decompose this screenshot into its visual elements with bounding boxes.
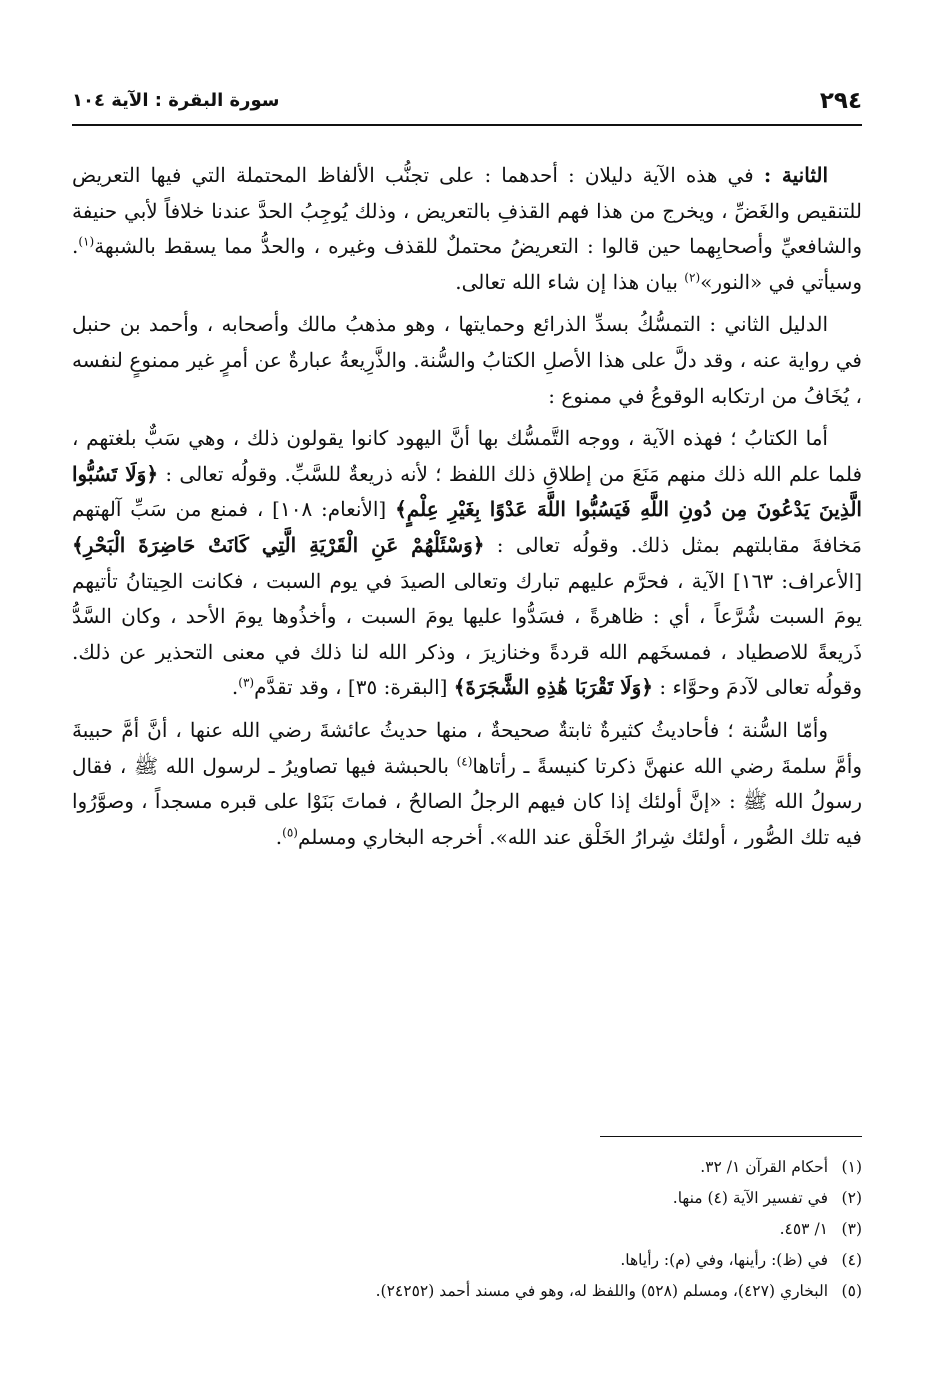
footnote-number: (٣): [841, 1220, 862, 1238]
footnote-reference: (٤): [456, 753, 473, 768]
footnote-reference: (٢): [684, 270, 701, 285]
footnote-divider: [600, 1136, 862, 1137]
footnote-reference: (٣): [238, 675, 255, 690]
paragraph-text: . وسيأتي في «النور»: [72, 234, 862, 294]
footnote-reference: (٥): [282, 825, 298, 840]
page-number: ٢٩٤: [819, 88, 862, 114]
footnote: [102, 1245, 862, 1276]
paragraph-text: الدليل الثاني : التمسُّكُ بسدِّ الذرائع وحمايتها ، وهو مذهبُ مالك وأصحابه ، وأحمد بن حنبل في رواية عنه ، وقد دلَّ على هذا الأصلِ الكتابُ والسُّنة. والذَّرِيعةُ عبارةٌ عن أمرٍ غير ممنوعٍ لنفسه ، يُخَافُ من ارتكابه الوقوعُ في ممنوع :: [72, 312, 862, 408]
paragraph-text: بيان هذا إن شاء الله تعالى.: [455, 269, 685, 294]
running-title: سورة البقرة : الآية ١٠٤: [72, 90, 280, 111]
paragraph-text: [الأعراف: ١٦٣] الآية ، فحرَّم عليهم تبارك وتعالى الصيدَ في يوم السبت ، فكانت الحِيتانُ تأتيهم يومَ السبت شُرَّعاً ، أي : ظاهرةً ، فسَدُّوا عليها يومَ السبت ، وأخذُوها يومَ الأحد ، وكان السَّدُّ ذَريعةً للاصطياد ، فمسخَهم الله قردةً وخنازيرَ ، وذكر الله لنا ذلك في معنى التحذير عن ذلك. وقولُه تعالى لآدمَ وحوَّاء :: [72, 568, 862, 700]
main-text: [72, 158, 862, 862]
footnote-reference: (١): [78, 234, 95, 249]
quran-verse: ﴿وَسْئَلْهُمْ عَنِ الْقَرْيَةِ الَّتِي كَانَتْ حَاضِرَةَ الْبَحْرِ﴾: [72, 532, 485, 557]
paragraph-text: [الأنعام: ١٠٨] ، فمنع من سَبِّ آلهتهم مَخافةَ مقابلتهم بمثل ذلك. وقولُه تعالى :: [72, 497, 862, 557]
footnote-number: (٤): [841, 1251, 862, 1269]
footnote-text: البخاري (٤٢٧)، ومسلم (٥٢٨) واللفظ له، وهو في مسند أحمد (٢٤٢٥٢).: [375, 1282, 828, 1300]
paragraph-the-sunnah: [72, 713, 862, 855]
footnote: [102, 1214, 862, 1245]
footnote: [102, 1276, 862, 1307]
quran-verse: ﴿وَلَا تَسُبُّوا الَّذِينَ يَدْعُونَ مِن دُونِ اللَّهِ فَيَسُبُّوا اللَّهَ عَدْوًا بِغَيْرِ عِلْمٍ﴾: [72, 461, 862, 522]
paragraph-text: في هذه الآية دليلان : أحدهما : على تجنُّب الألفاظ المحتملة التي فيها التعريض للتنقيص والغَضِّ ، ويخرج من هذا فهم القذفِ بالتعريض ، وذلك يُوجِبُ الحدَّ عندنا خلافاً لأبي حنيفة والشافعيِّ وأصحابِهما حين قالوا : التعريضُ محتملٌ للقذف وغيره ، والحدُّ مما يسقط بالشبهة: [72, 163, 862, 259]
paragraph-text: .: [275, 824, 283, 849]
footnote: [102, 1152, 862, 1183]
footnote-number: (٥): [841, 1282, 862, 1300]
quran-verse: ﴿وَلَا تَقْرَبَا هَٰذِهِ الشَّجَرَةَ﴾: [453, 675, 654, 700]
paragraph-text: أما الكتابُ ؛ فهذه الآية ، ووجه التَّمسُّك بها أنَّ اليهود كانوا يقولون ذلك ، وهي سَبٌّ بلغتهم ، فلما علم الله ذلك منهم مَنَعَ من إطلاقِ ذلك اللفظ ؛ لأنه ذريعةٌ للسَّبِّ. وقولُه تعالى :: [72, 426, 862, 486]
page-header: [72, 86, 862, 126]
footnote-text: ١/ ٤٥٣.: [779, 1220, 828, 1238]
footnote-number: (١): [841, 1158, 862, 1176]
paragraph-text: وأمّا السُّنة ؛ فأحاديثُ كثيرةٌ ثابتةٌ صحيحةٌ ، منها حديثُ عائشةَ رضي الله عنها ، أنَّ أمَّ حبيبةَ وأمَّ سلمةَ رضي الله عنهنَّ ذكرتا كنيسةً ـ رأتاها: [72, 717, 862, 778]
paragraph-text: [البقرة: ٣٥] ، وقد تقدَّم: [254, 675, 454, 700]
paragraph-the-book: [72, 421, 862, 706]
paragraph-text: بالحبشة فيها تصاويرُ ـ لرسول الله ﷺ ، فقال رسولُ الله ﷺ : «إنَّ أولئك إذا كان فيهم الرجلُ الصالحُ ، فماتَ بَنَوْا على قبره مسجداً ، وصوَّرُوا فيه تلك الصُّور ، أولئك شِرارُ الخَلْق عند الله». أخرجه البخاري ومسلم: [72, 753, 862, 849]
footnote-text: أحكام القرآن ١/ ٣٢.: [700, 1158, 828, 1176]
footnote-text: في (ظ): رأينها، وفي (م): رأياها.: [620, 1251, 828, 1269]
footnote: [102, 1183, 862, 1214]
paragraph-text: .: [231, 675, 239, 700]
footnote-text: في تفسير الآية (٤) منها.: [672, 1189, 828, 1207]
paragraph-lead: الثانية :: [763, 163, 829, 187]
paragraph-second-point: [72, 158, 862, 300]
footnote-number: (٢): [841, 1189, 862, 1207]
paragraph-second-evidence: [72, 307, 862, 414]
footnotes-section: [102, 1152, 862, 1307]
